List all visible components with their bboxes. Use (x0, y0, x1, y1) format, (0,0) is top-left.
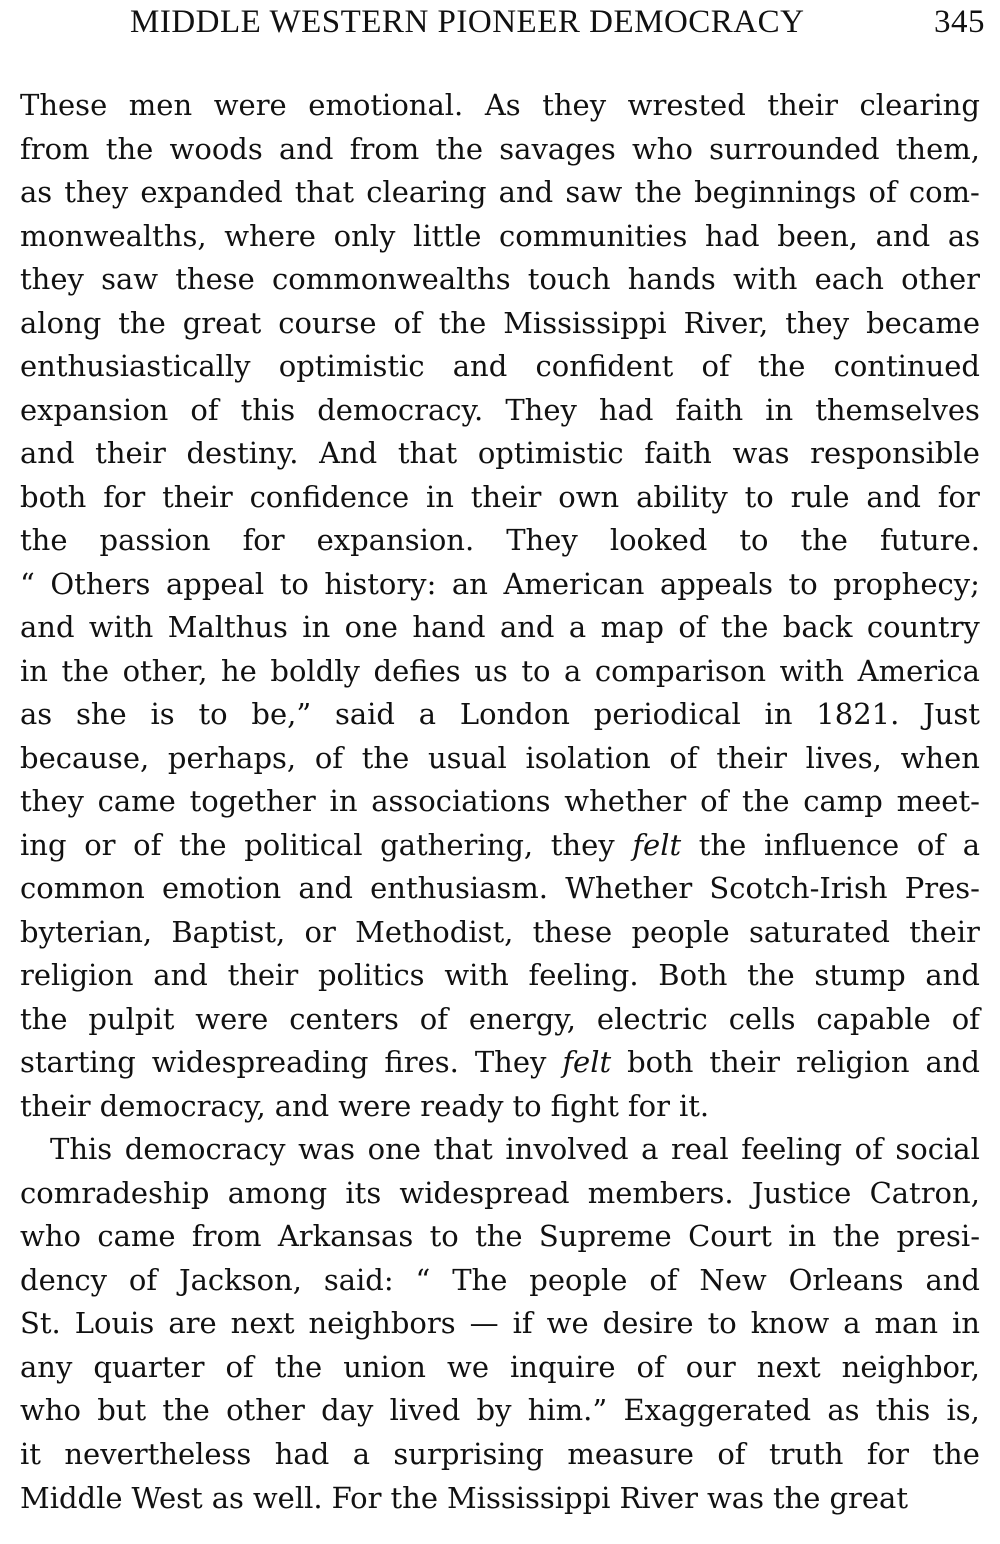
text-line: religion and their politics with feeling. Both the stump and (20, 958, 980, 993)
text-line: the passion for expansion. They looked to the future. (20, 523, 980, 558)
text-line: This democracy was one that involved a real feeling of social (50, 1132, 980, 1167)
text-line: byterian, Baptist, or Methodist, these people saturated their (20, 914, 980, 949)
text-line: as they expanded that clearing and saw the beginnings of com- (20, 175, 980, 210)
text-line: any quarter of the union we inquire of our next neighbor, (20, 1349, 980, 1384)
text-line: enthusiastically optimistic and confident of the continued (20, 349, 980, 384)
text-line: monwealths, where only little communities had been, and as (20, 218, 980, 253)
text-line: who came from Arkansas to the Supreme Court in the presi- (20, 1219, 980, 1254)
text-line: Middle West as well. For the Mississippi River was the great (20, 1480, 909, 1515)
text-line: and their destiny. And that optimistic faith was responsible (20, 436, 980, 471)
text-line: along the great course of the Mississippi River, they became (20, 305, 980, 340)
text-line: common emotion and enthusiasm. Whether Scotch-Irish Pres- (20, 871, 980, 906)
text-line: they came together in associations whether of the camp meet- (20, 784, 980, 819)
text-line: “ Others appeal to history: an American appeals to prophecy; (20, 566, 980, 601)
paragraph (20, 84, 980, 1128)
text-line: both for their confidence in their own ability to rule and for (20, 479, 980, 514)
paragraph (20, 1128, 980, 1520)
text-line: St. Louis are next neighbors — if we desire to know a man in (20, 1306, 980, 1341)
text-line: their democracy, and were ready to fight for it. (20, 1088, 710, 1123)
text-line: who but the other day lived by him.” Exaggerated as this is, (20, 1393, 980, 1428)
text-line: because, perhaps, of the usual isolation of their lives, when (20, 740, 980, 775)
running-head-title: MIDDLE WESTERN PIONEER DEMOCRACY (130, 4, 805, 40)
text-line: and with Malthus in one hand and a map of the back country (20, 610, 980, 645)
text-line: ing or of the political gathering, they felt the influence of a (20, 827, 980, 862)
text-line: dency of Jackson, said: “ The people of New Orleans and (20, 1262, 980, 1297)
text-line: they saw these commonwealths touch hands with each other (20, 262, 980, 297)
text-line: the pulpit were centers of energy, electric cells capable of (20, 1001, 980, 1036)
text-line: starting widespreading fires. They felt both their religion and (20, 1045, 980, 1080)
text-line: comradeship among its widespread members. Justice Catron, (20, 1175, 980, 1210)
text-line: expansion of this democracy. They had faith in themselves (20, 392, 980, 427)
text-line: These men were emotional. As they wrested their clearing (20, 88, 980, 122)
page-number: 345 (934, 4, 985, 40)
text-line: as she is to be,” said a London periodical in 1821. Just (20, 697, 980, 732)
text-line: it nevertheless had a surprising measure of truth for the (20, 1436, 980, 1471)
text-line: in the other, he boldly defies us to a comparison with America (20, 653, 980, 688)
body-text (20, 84, 980, 1520)
text-line: from the woods and from the savages who surrounded them, (20, 131, 980, 166)
running-head (130, 4, 985, 48)
